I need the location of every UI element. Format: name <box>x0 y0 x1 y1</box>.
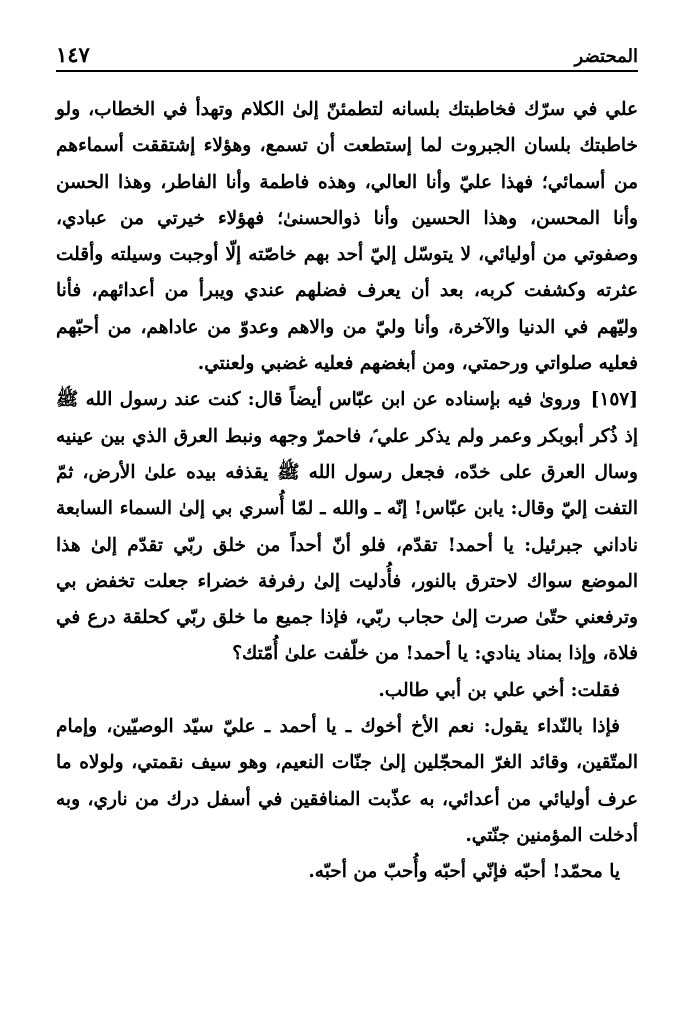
paragraph-3: فقلت: أخي علي بن أبي طالب. <box>378 679 620 701</box>
paragraph-4: فإذا بالنّداء يقول: نعم الأخ أخوك ـ يا أحمد ـ عليّ سيّد الوصيّين، وإمام المتّقين، وقائد الغرّ المحجّلين إلىٰ جنّات النعيم، وهو سيف نقمتي، ولولاه ما عرف أوليائي من أعدائي، به عذّبت المنافقين في أسفل درك من ناري، وبه أدخلت المؤمنين جنّتي. <box>56 716 638 846</box>
paragraph-5: يا محمّد! أحبّه فإنّي أحبّه وأُحبّ من أحبّه. <box>308 861 620 883</box>
hadith-number: [١٥٧] <box>590 389 638 411</box>
page-header <box>56 38 638 72</box>
paragraph-2-text: وروىٰ فيه بإسناده عن ابن عبّاس أيضاً قال: كنت عند رسول الله ﷺ إذ ذُكر أبوبكر وعمر ولم يذكر علي ؑ، فاحمرّ وجهه ونبط العرق الذي بين عينيه وسال العرق على خدّه، فجعل رسول الله ﷺ يقذفه بيده علىٰ الأرض، ثمّ التفت إليّ وقال: يابن عبّاس! إنّه ـ والله ـ لمّا أُسري بي إلىٰ السماء السابعة ناداني جبرئيل: يا أحمد! تقدّم، فلو أنّ أحداً من خلق ربّي تقدّم إلىٰ هذا الموضع سواك لاحترق بالنور، فأُدليت إلىٰ رفرفة خضراء جعلت تخفض بي وترفعني حتّىٰ صرت إلىٰ حجاب ربّي، فإذا جميع ما خلق ربّي كحلقة درع في فلاة، وإذا بمناد ينادي: يا أحمد! من خلّفت علىٰ أُمّتك؟ <box>56 389 638 665</box>
running-title: المحتضر <box>574 46 638 67</box>
paragraph-1: علي في سرّك فخاطبتك بلسانه لتطمئنّ إلىٰ الكلام وتهدأ في الخطاب، ولو خاطبتك بلسان الجبروت لما إستطعت أن تسمع، وهؤلاء إشتققت أسماءهم من أسمائي؛ فهذا عليّ وأنا العالي، وهذه فاطمة وأنا الفاطر، وهذا الحسن وأنا المحسن، وهذا الحسين وأنا ذوالحسنىٰ؛ فهؤلاء خيرتي من عبادي، وصفوتي من أوليائي، لا يتوسّل إليّ أحد بهم خاصّته إلّا أوجبت وسيلته وأقلت عثرته وكشفت كربه، بعد أن يعرف فضلهم عندي ويبرأ من أعدائهم، فأنا وليّهم في الدنيا والآخرة، وأنا وليّ من والاهم وعدوّ من عاداهم، من أحبّهم فعليه صلواتي ورحمتي، ومن أبغضهم فعليه غضبي ولعنتي. <box>56 99 638 375</box>
page-number: ١٤٧ <box>56 42 90 67</box>
page-body <box>56 92 638 891</box>
paragraph-2 <box>56 382 638 672</box>
